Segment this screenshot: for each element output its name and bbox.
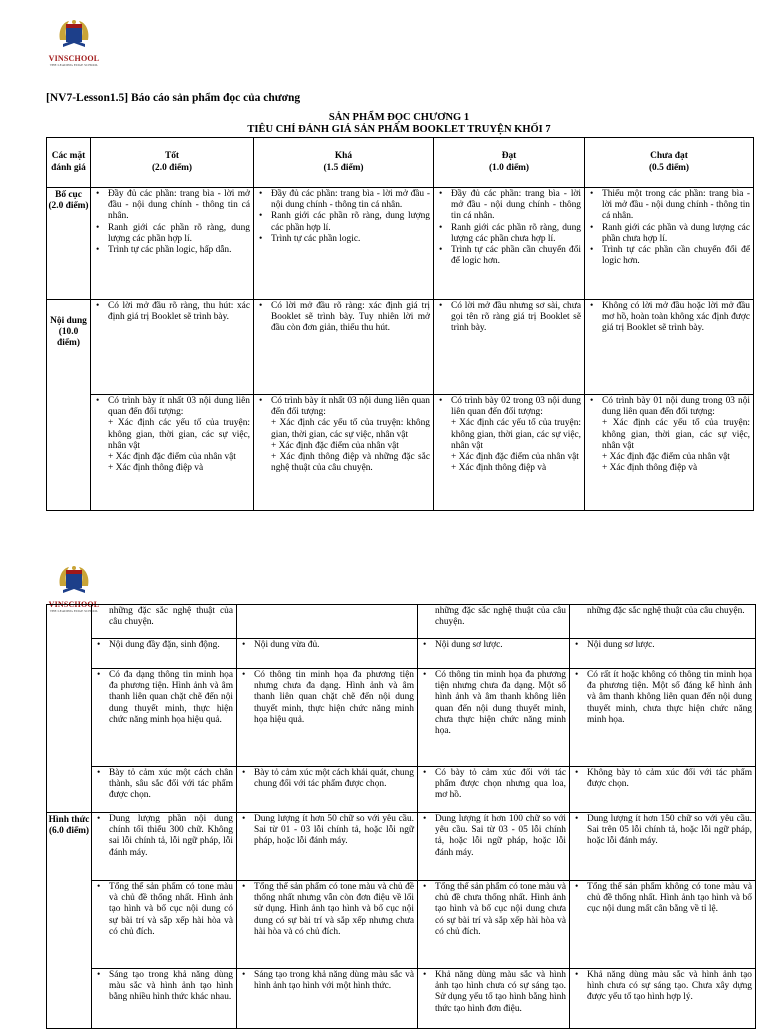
creativity-fail-cell: • Khả năng dùng màu sắc và hình ảnh tạo hình chưa có sự sáng tạo. Chưa xây dựng được yếu tố tạo hình hợp lý. xyxy=(570,969,756,1029)
pass-header: Đạt (1.0 điểm) xyxy=(434,138,585,188)
creativity-good-cell: • Sáng tạo trong khả năng dùng màu sắc và hình ảnh tạo hình bằng nhiều hình thức khác nhau. xyxy=(92,969,237,1029)
media-good-cell: • Có đa dạng thông tin minh họa đa phương tiện. Hình ảnh và âm thanh liên quan chặt chẽ đến nội dung thuyết minh, thực hiện chức năng minh họa hiệu quả. xyxy=(92,669,237,767)
cont-fail-cell: những đặc sắc nghệ thuật của câu chuyện. xyxy=(570,605,756,639)
length-fair-cell: • Dung lượng ít hơn 50 chữ so với yêu cầu. Sai từ 01 - 03 lỗi chính tả, hoặc lỗi ngữ pháp, hoặc lỗi đánh máy. xyxy=(237,813,418,881)
depth-good-cell: • Nội dung đầy đặn, sinh động. xyxy=(92,639,237,669)
depth-fair-cell: • Nội dung vừa đủ. xyxy=(237,639,418,669)
rubric-title: TIÊU CHÍ ĐÁNH GIÁ SẢN PHẨM BOOKLET TRUYỆN KHỐI 7 xyxy=(247,124,551,135)
continuation-row xyxy=(47,605,756,639)
media-fair-cell: • Có thông tin minh họa đa phương tiện nhưng chưa đa dạng. Hình ảnh và âm thanh liên quan chặt chẽ đến nội dung thuyết minh, thực hiện chức năng minh họa hiệu quả. xyxy=(237,669,418,767)
present-pass-cell: • Có trình bày 02 trong 03 nội dung liên quan đến đối tượng: + Xác định các yếu tố của truyện: không gian, thời gian, các sự việc, nhân vật + Xác định đặc điểm của nhân vật + Xác định thông điệp và xyxy=(434,395,585,511)
logo-tagline-2: THE LEADING EDGE SCHOOL xyxy=(49,609,99,613)
tone-fair-cell: • Tổng thể sản phẩm có tone màu và chủ đề thống nhất nhưng vẫn còn đơn điệu về lối sử dụng. Hình ảnh tạo hình và bố cục nội dung có sự bài trí và sắp xếp nhưng chưa hài hòa và có chủ đích. xyxy=(237,881,418,969)
length-good-cell: • Dung lượng phần nội dung chính tối thiểu 300 chữ. Không sai lỗi chính tả, lỗi ngữ pháp, lỗi đánh máy. xyxy=(92,813,237,881)
criteria-layout: Bố cục (2.0 điểm) xyxy=(47,188,91,300)
criteria-form: Hình thức (6.0 điểm) xyxy=(47,813,92,1029)
media-fail-cell: • Có rất ít hoặc không có thông tin minh họa đa phương tiện. Một số đáng kể hình ảnh và âm thanh không liên quan đến nội dung thuyết minh, chưa thực hiện chức năng minh họa. xyxy=(570,669,756,767)
emotion-row xyxy=(47,767,756,813)
layout-row xyxy=(47,188,754,300)
logo-brand: VINSCHOOL xyxy=(48,54,100,63)
chapter-title: SẢN PHẨM ĐỌC CHƯƠNG 1 xyxy=(328,112,470,123)
emotion-pass-cell: • Có bày tỏ cảm xúc đối với tác phẩm được chọn nhưng qua loa, mơ hồ. xyxy=(418,767,570,813)
present-good-cell: • Có trình bày ít nhất 03 nội dung liên quan đến đối tượng: + Xác định các yếu tố của truyện: không gian, thời gian, các sự việc, nhân vật + Xác định đặc điểm của nhân vật + Xác định thông điệp và xyxy=(91,395,254,511)
tone-pass-cell: • Tổng thể sản phẩm có tone màu và chủ đề chưa thống nhất. Hình ảnh tạo hình và bố cục nội dung chưa có sự bài trí và sắp xếp hài hòa và có chủ đích. xyxy=(418,881,570,969)
layout-fair-cell: • Đầy đủ các phần: trang bìa - lời mở đầu - nội dung chính - thông tin cá nhân. • Ranh giới các phần rõ ràng, dung lượng các phần hợp lí. • Trình tự các phần logic. xyxy=(254,188,434,300)
intro-pass-cell: • Có lời mở đầu nhưng sơ sài, chưa gọi tên rõ ràng giá trị Booklet sẽ trình bày. xyxy=(434,300,585,395)
document-page-2 xyxy=(0,548,768,1024)
creativity-pass-cell: • Khả năng dùng màu sắc và hình ảnh tạo hình chưa có sự sáng tạo. Sử dụng yếu tố tạo hình bằng hình thức tạo hình đơn điệu. xyxy=(418,969,570,1029)
cont-fair-cell xyxy=(237,605,418,639)
emotion-fair-cell: • Bày tỏ cảm xúc một cách khái quát, chung chung đối với tác phẩm được chọn. xyxy=(237,767,418,813)
tone-row xyxy=(47,881,756,969)
good-header: Tốt (2.0 điểm) xyxy=(91,138,254,188)
length-row xyxy=(47,813,756,881)
rubric-table-part-2 xyxy=(46,604,756,1029)
creativity-fair-cell: • Sáng tạo trong khả năng dùng màu sắc và hình ảnh tạo hình với một hình thức. xyxy=(237,969,418,1029)
logo-tagline: THE LEADING EDGE SCHOOL xyxy=(49,63,99,67)
tone-fail-cell: • Tổng thể sản phẩm không có tone màu và chủ đề thống nhất. Hình ảnh tạo hình và bố cục nội dung mất cân bằng về tỉ lệ. xyxy=(570,881,756,969)
depth-pass-cell: • Nội dung sơ lược. xyxy=(418,639,570,669)
logo-brand-2: VINSCHOOL xyxy=(48,600,100,609)
header-row xyxy=(47,138,754,188)
depth-row xyxy=(47,639,756,669)
rubric-table-part-1 xyxy=(46,137,754,511)
book-crest-icon xyxy=(55,564,93,600)
book-crest-icon xyxy=(55,18,93,54)
present-fair-cell: • Có trình bày ít nhất 03 nội dung liên quan đến đối tượng: + Xác định các yếu tố của truyện: không gian, thời gian, các sự việc, nhân vật + Xác định đặc điểm của nhân vật + Xác định thông điệp và những đặc sắc nghệ thuật của câu chuyện. xyxy=(254,395,434,511)
emotion-fail-cell: • Không bày tỏ cảm xúc đối với tác phẩm được chọn. xyxy=(570,767,756,813)
intro-row xyxy=(47,300,754,395)
depth-fail-cell: • Nội dung sơ lược. xyxy=(570,639,756,669)
fair-header: Khá (1.5 điểm) xyxy=(254,138,434,188)
page-gap xyxy=(0,528,768,548)
emotion-good-cell: • Bày tỏ cảm xúc một cách chân thành, sâu sắc đối với tác phẩm được chọn. xyxy=(92,767,237,813)
presentation-row xyxy=(47,395,754,511)
multimedia-row xyxy=(47,669,756,767)
cont-good-cell: những đặc sắc nghệ thuật của câu chuyện. xyxy=(92,605,237,639)
fail-header: Chưa đạt (0.5 điểm) xyxy=(585,138,754,188)
school-logo xyxy=(46,18,102,67)
layout-fail-cell: • Thiếu một trong các phần: trang bìa - lời mở đầu - nội dung chính - thông tin cá nhân. • Ranh giới các phần và dung lượng các phần chưa hợp lí. • Trình tự các phần cần chuyển đổi để logic hơn. xyxy=(585,188,754,300)
media-pass-cell: • Có thông tin minh họa đa phương tiện nhưng chưa đa dạng. Một số hình ảnh và âm thanh không liên quan đến nội dung thuyết minh, chưa thực hiện chức năng minh họa. xyxy=(418,669,570,767)
creativity-row xyxy=(47,969,756,1029)
intro-fair-cell: • Có lời mở đầu rõ ràng: xác định giá trị Booklet sẽ trình bày. Tuy nhiên lời mở đầu còn đơn giản, thiếu thu hút. xyxy=(254,300,434,395)
criteria-header: Các mặt đánh giá xyxy=(47,138,91,188)
length-fail-cell: • Dung lượng ít hơn 150 chữ so với yêu cầu. Sai trên 05 lỗi chính tả, hoặc lỗi ngữ pháp, hoặc lỗi đánh máy. xyxy=(570,813,756,881)
intro-good-cell: • Có lời mở đầu rõ ràng, thu hút: xác định giá trị Booklet sẽ trình bày. xyxy=(91,300,254,395)
criteria-content: Nội dung (10.0 điểm) xyxy=(47,300,91,511)
layout-pass-cell: • Đầy đủ các phần: trang bìa - lời mở đầu - nội dung chính - thông tin cá nhân. • Ranh giới các phần rõ ràng, dung lượng các phần chưa hợp lí. • Trình tự các phần cần chuyển đổi để logic hơn. xyxy=(434,188,585,300)
tone-good-cell: • Tổng thể sản phẩm có tone màu và chủ đề thống nhất. Hình ảnh tạo hình và bố cục nội dung có sự bài trí và sắp xếp hài hòa và có chủ đích. xyxy=(92,881,237,969)
present-fail-cell: • Có trình bày 01 nội dung trong 03 nội dung liên quan đến đối tượng: + Xác định các yếu tố của truyện: không gian, thời gian, các sự việc, nhân vật + Xác định đặc điểm của nhân vật + Xác định thông điệp và xyxy=(585,395,754,511)
criteria-content-continued xyxy=(47,605,92,813)
layout-good-cell: • Đầy đủ các phần: trang bìa - lời mở đầu - nội dung chính - thông tin cá nhân. • Ranh giới các phần rõ ràng, dung lượng các phần hợp lí. • Trình tự các phần logic, hấp dẫn. xyxy=(91,188,254,300)
intro-fail-cell: • Không có lời mở đầu hoặc lời mở đầu mơ hồ, hoàn toàn không xác định được giá trị Booklet sẽ trình bày. xyxy=(585,300,754,395)
length-pass-cell: • Dung lượng ít hơn 100 chữ so với yêu cầu. Sai từ 03 - 05 lỗi chính tả, hoặc lỗi ngữ pháp, hoặc lỗi đánh máy. xyxy=(418,813,570,881)
cont-pass-cell: những đặc sắc nghệ thuật của câu chuyện. xyxy=(418,605,570,639)
lesson-heading: [NV7-Lesson1.5] Báo cáo sản phẩm đọc của chương xyxy=(46,92,301,104)
